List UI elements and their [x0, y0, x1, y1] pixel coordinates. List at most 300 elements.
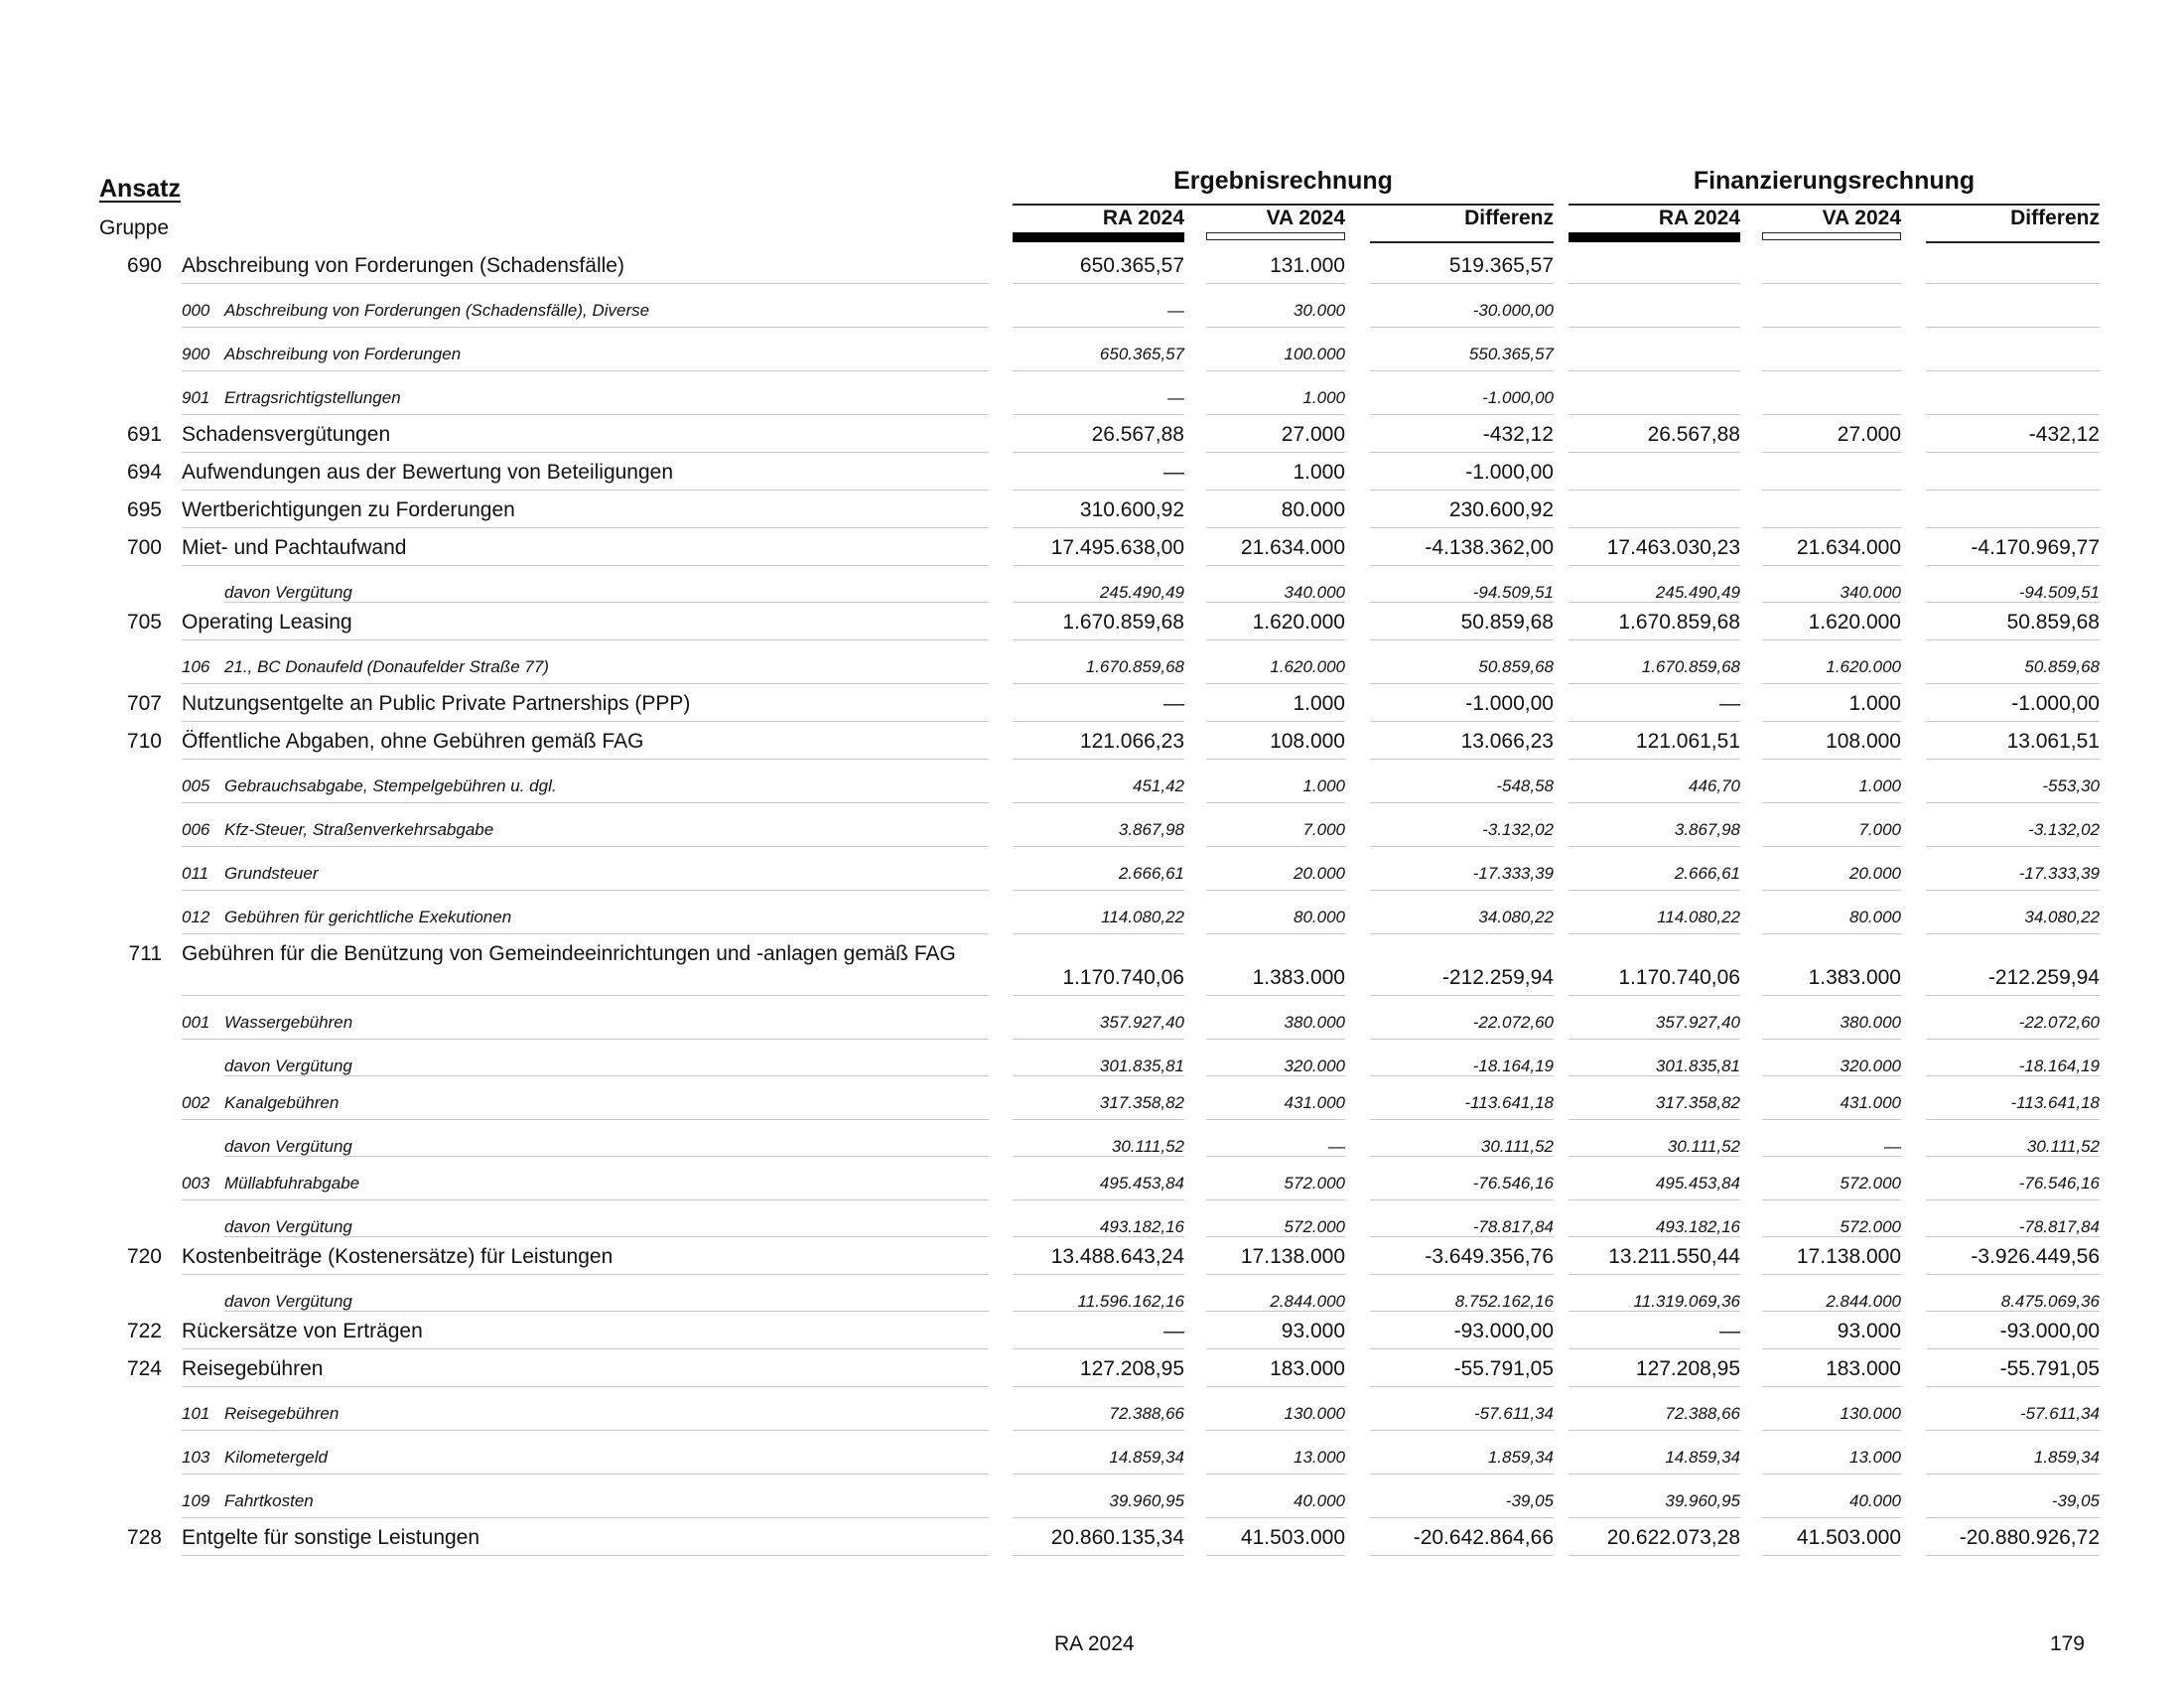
cell-rule: [1926, 1348, 2100, 1349]
cell-rule: [1370, 759, 1554, 760]
cell-rule: [1370, 995, 1554, 996]
cell-value: 493.182,16: [1655, 1217, 1740, 1236]
cell-rule: [1762, 933, 1901, 934]
cell-value: 39.960,95: [1665, 1491, 1740, 1510]
cell-rule: [1926, 759, 2100, 760]
sub-row-label: Fahrtkosten: [224, 1491, 314, 1510]
cell-value: -1.000,00: [1465, 692, 1554, 715]
cell-value: -3.132,02: [2028, 820, 2100, 839]
cell-rule: [1013, 1311, 1184, 1312]
cell-value: -55.791,05: [1999, 1357, 2100, 1380]
cell-value: 21.634.000: [1240, 536, 1345, 559]
cell-rule: [1762, 370, 1901, 371]
sub-row-code: 001: [182, 1013, 210, 1032]
table-row: [0, 492, 2184, 530]
cell-value: 317.358,82: [1655, 1093, 1740, 1112]
row-rule: [182, 721, 989, 722]
cell-rule: [1206, 1199, 1345, 1200]
cell-rule: [1926, 1474, 2100, 1475]
cell-rule: [1569, 452, 1740, 453]
cell-rule: [1762, 1474, 1901, 1475]
cell-value: 21.634.000: [1796, 536, 1901, 559]
cell-rule: [1762, 890, 1901, 891]
cell-rule: [1206, 1311, 1345, 1312]
row-code: 728: [126, 1526, 162, 1549]
row-label: Operating Leasing: [182, 611, 352, 633]
table-row: [0, 1042, 2184, 1078]
davon-label: davon Vergütung: [224, 1056, 352, 1075]
cell-rule: [1013, 490, 1184, 491]
cell-rule: [1206, 565, 1345, 566]
footer-document: RA 2024: [1054, 1632, 1135, 1655]
table-row: [0, 286, 2184, 330]
cell-value: -78.817,84: [1472, 1217, 1554, 1236]
cell-value: -55.791,05: [1453, 1357, 1554, 1380]
cell-rule: [1926, 721, 2100, 722]
table-row: [0, 1122, 2184, 1159]
cell-rule: [1013, 327, 1184, 328]
row-code: 690: [126, 254, 162, 277]
sub-row-code: 012: [182, 908, 210, 926]
davon-label: davon Vergütung: [224, 1217, 352, 1236]
cell-value: —: [1163, 692, 1184, 715]
cell-rule: [1926, 1555, 2100, 1556]
sub-row-label: Abschreibung von Forderungen (Schadensfälle), Diverse: [224, 301, 650, 320]
cell-value: 72.388,66: [1109, 1404, 1184, 1423]
cell-rule: [1370, 1199, 1554, 1200]
cell-value: 230.600,92: [1448, 498, 1554, 521]
cell-rule: [1370, 527, 1554, 528]
row-rule: [182, 639, 989, 640]
cell-rule: [1206, 1274, 1345, 1275]
table-row: [0, 762, 2184, 805]
cell-value: 20.000: [1849, 864, 1901, 883]
sub-row-label: 21., BC Donaufeld (Donaufelder Straße 77): [224, 657, 549, 676]
cell-value: 8.752.162,16: [1454, 1292, 1554, 1311]
cell-rule: [1206, 1236, 1345, 1237]
row-code: 700: [126, 536, 162, 559]
cell-value: -3.649.356,76: [1425, 1245, 1554, 1268]
cell-rule: [1370, 370, 1554, 371]
row-rule: [182, 1039, 989, 1040]
cell-value: 127.208,95: [1079, 1357, 1184, 1380]
cell-rule: [1762, 1274, 1901, 1275]
cell-value: 108.000: [1270, 730, 1345, 753]
sub-row-label: Kfz-Steuer, Straßenverkehrsabgabe: [224, 820, 494, 839]
row-label: Miet- und Pachtaufwand: [182, 536, 407, 559]
row-rule: [182, 802, 989, 803]
row-label: Entgelte für sonstige Leistungen: [182, 1526, 480, 1549]
row-rule: [182, 527, 989, 528]
cell-rule: [1926, 527, 2100, 528]
cell-rule: [1762, 721, 1901, 722]
cell-value: 431.000: [1284, 1093, 1345, 1112]
cell-rule: [1762, 1311, 1901, 1312]
cell-value: -432,12: [1482, 423, 1554, 446]
cell-value: 93.000: [1281, 1320, 1345, 1342]
cell-value: -94.509,51: [2018, 583, 2100, 602]
cell-rule: [1762, 1430, 1901, 1431]
cell-value: 2.666,61: [1674, 864, 1740, 883]
cell-value: 11.596.162,16: [1077, 1292, 1184, 1311]
cell-rule: [1926, 933, 2100, 934]
cell-value: 39.960,95: [1109, 1491, 1184, 1510]
diff-rule-finanz: [1926, 241, 2100, 243]
cell-rule: [1569, 1555, 1740, 1556]
sub-row-label: Reisegebühren: [224, 1404, 340, 1423]
cell-rule: [1569, 565, 1740, 566]
cell-rule: [1569, 1348, 1740, 1349]
cell-rule: [1013, 602, 1184, 603]
cell-value: -76.546,16: [1472, 1174, 1554, 1193]
cell-value: 50.859,68: [1460, 611, 1554, 633]
cell-value: 13.000: [1294, 1448, 1345, 1467]
cell-rule: [1569, 995, 1740, 996]
cell-value: 320.000: [1840, 1056, 1901, 1075]
row-code: 710: [126, 730, 162, 753]
cell-rule: [1013, 1348, 1184, 1349]
cell-rule: [1370, 721, 1554, 722]
cell-value: -113.641,18: [1464, 1093, 1554, 1112]
sub-row-label: Müllabfuhrabgabe: [224, 1174, 360, 1193]
sub-row-code: 106: [182, 657, 210, 676]
row-code: 691: [126, 423, 162, 446]
table-row: [0, 1351, 2184, 1389]
cell-value: 380.000: [1284, 1013, 1345, 1032]
cell-rule: [1013, 1430, 1184, 1431]
cell-rule: [1013, 1199, 1184, 1200]
cell-value: -20.880.926,72: [1959, 1526, 2100, 1549]
row-rule: [224, 1311, 989, 1312]
cell-rule: [1762, 1119, 1901, 1120]
cell-rule: [1013, 933, 1184, 934]
cell-rule: [1370, 1348, 1554, 1349]
cell-value: -3.132,02: [1482, 820, 1554, 839]
cell-value: —: [1719, 692, 1740, 715]
cell-value: -548,58: [1496, 776, 1554, 795]
sub-row-label: Ertragsrichtigstellungen: [224, 388, 401, 407]
cell-rule: [1370, 846, 1554, 847]
cell-value: 1.670.859,68: [1618, 611, 1740, 633]
cell-value: 17.495.638,00: [1050, 536, 1184, 559]
cell-value: 131.000: [1270, 254, 1345, 277]
row-rule: [182, 1430, 989, 1431]
cell-value: 1.000: [1858, 776, 1901, 795]
cell-value: 40.000: [1849, 1491, 1901, 1510]
cell-value: 14.859,34: [1665, 1448, 1740, 1467]
cell-value: -17.333,39: [1472, 864, 1554, 883]
cell-rule: [1013, 1119, 1184, 1120]
row-rule: [182, 683, 989, 684]
cell-value: 380.000: [1840, 1013, 1901, 1032]
cell-value: -18.164,19: [1472, 1056, 1554, 1075]
cell-rule: [1926, 639, 2100, 640]
diff-rule-ergebnis: [1370, 241, 1554, 243]
cell-value: 26.567,88: [1091, 423, 1184, 446]
cell-rule: [1206, 283, 1345, 284]
cell-value: 1.859,34: [1487, 1448, 1554, 1467]
row-code: 694: [126, 461, 162, 484]
cell-rule: [1569, 1199, 1740, 1200]
cell-value: 1.170.740,06: [1062, 966, 1184, 989]
row-rule: [182, 370, 989, 371]
cell-value: -39,05: [1505, 1491, 1554, 1510]
cell-value: -93.000,00: [1999, 1320, 2100, 1342]
ra-bar-finanz: [1569, 232, 1740, 242]
cell-value: 14.859,34: [1109, 1448, 1184, 1467]
cell-rule: [1013, 1075, 1184, 1076]
cell-value: -93.000,00: [1453, 1320, 1554, 1342]
cell-value: -553,30: [2042, 776, 2100, 795]
cell-rule: [1370, 565, 1554, 566]
cell-rule: [1762, 995, 1901, 996]
cell-rule: [1206, 1075, 1345, 1076]
cell-value: 7.000: [1858, 820, 1901, 839]
row-label: Kostenbeiträge (Kostenersätze) für Leistungen: [182, 1245, 614, 1268]
table-row: [0, 530, 2184, 568]
section-finanz-rule: [1569, 204, 2100, 206]
cell-value: 1.000: [1302, 388, 1345, 407]
cell-rule: [1013, 414, 1184, 415]
cell-rule: [1370, 1311, 1554, 1312]
cell-value: 1.670.859,68: [1085, 657, 1184, 676]
row-rule: [182, 846, 989, 847]
cell-value: 2.844.000: [1270, 1292, 1345, 1311]
table-row: [0, 605, 2184, 642]
row-code: 722: [126, 1320, 162, 1342]
row-code: 695: [126, 498, 162, 521]
table-row: [0, 1239, 2184, 1277]
col-ergebnis-va: VA 2024: [1266, 207, 1345, 229]
cell-value: 1.670.859,68: [1641, 657, 1740, 676]
cell-value: 1.000: [1293, 461, 1345, 484]
cell-rule: [1762, 1199, 1901, 1200]
row-label: Nutzungsentgelte an Public Private Partnerships (PPP): [182, 692, 691, 715]
cell-value: 30.111,52: [2026, 1137, 2100, 1156]
sub-row-code: 002: [182, 1093, 210, 1112]
cell-value: 20.622.073,28: [1606, 1526, 1740, 1549]
cell-rule: [1926, 683, 2100, 684]
sub-row-label: Gebrauchsabgabe, Stempelgebühren u. dgl.: [224, 776, 557, 795]
cell-rule: [1926, 1274, 2100, 1275]
cell-value: 495.453,84: [1655, 1174, 1740, 1193]
cell-rule: [1206, 1430, 1345, 1431]
cell-value: -4.170.969,77: [1971, 536, 2100, 559]
cell-rule: [1926, 327, 2100, 328]
sub-row-code: 003: [182, 1174, 210, 1193]
row-rule: [182, 565, 989, 566]
cell-rule: [1762, 759, 1901, 760]
cell-value: 340.000: [1284, 583, 1345, 602]
sub-row-label: Wassergebühren: [224, 1013, 353, 1032]
row-rule: [182, 1274, 989, 1275]
cell-value: -22.072,60: [1472, 1013, 1554, 1032]
cell-value: 2.666,61: [1118, 864, 1184, 883]
cell-rule: [1013, 1474, 1184, 1475]
row-label: Abschreibung von Forderungen (Schadensfälle): [182, 254, 624, 277]
table-row: [0, 686, 2184, 724]
cell-rule: [1762, 1075, 1901, 1076]
cell-rule: [1013, 1386, 1184, 1387]
ansatz-heading: Ansatz: [99, 175, 181, 203]
section-finanzierungsrechnung: Finanzierungsrechnung: [1693, 167, 1976, 195]
cell-rule: [1762, 639, 1901, 640]
cell-rule: [1569, 370, 1740, 371]
cell-rule: [1569, 1236, 1740, 1237]
cell-value: -57.611,34: [2019, 1404, 2100, 1423]
cell-rule: [1370, 1119, 1554, 1120]
cell-rule: [1762, 565, 1901, 566]
row-rule: [182, 1119, 989, 1120]
cell-value: 30.111,52: [1111, 1137, 1184, 1156]
cell-rule: [1762, 1348, 1901, 1349]
cell-value: 493.182,16: [1099, 1217, 1184, 1236]
cell-value: —: [1719, 1320, 1740, 1342]
va-bar-finanz: [1762, 232, 1901, 240]
cell-rule: [1926, 890, 2100, 891]
cell-rule: [1926, 1199, 2100, 1200]
cell-value: 11.319.069,36: [1633, 1292, 1740, 1311]
cell-value: -57.611,34: [1473, 1404, 1554, 1423]
cell-rule: [1013, 370, 1184, 371]
cell-value: 27.000: [1837, 423, 1901, 446]
cell-rule: [1569, 283, 1740, 284]
table-row: [0, 1520, 2184, 1558]
table-row: [0, 1433, 2184, 1477]
sub-row-label: Grundsteuer: [224, 864, 319, 883]
cell-rule: [1762, 1236, 1901, 1237]
table-row: [0, 724, 2184, 762]
cell-value: 130.000: [1284, 1404, 1345, 1423]
table-row: [0, 568, 2184, 605]
davon-label: davon Vergütung: [224, 1137, 352, 1156]
row-code: 705: [126, 611, 162, 633]
col-ergebnis-diff: Differenz: [1464, 207, 1554, 229]
cell-rule: [1370, 327, 1554, 328]
row-rule: [224, 602, 989, 603]
sub-row-label: Abschreibung von Forderungen: [224, 345, 462, 363]
cell-value: 3.867,98: [1674, 820, 1740, 839]
cell-value: 550.365,57: [1468, 345, 1554, 363]
cell-rule: [1926, 995, 2100, 996]
sub-row-code: 005: [182, 776, 210, 795]
cell-value: 340.000: [1840, 583, 1901, 602]
cell-rule: [1013, 890, 1184, 891]
cell-rule: [1370, 1156, 1554, 1157]
row-rule: [182, 1199, 989, 1200]
cell-rule: [1762, 1156, 1901, 1157]
cell-rule: [1206, 1555, 1345, 1556]
page-number: 179: [2049, 1632, 2085, 1655]
cell-value: 3.867,98: [1118, 820, 1184, 839]
cell-value: 13.066,23: [1460, 730, 1554, 753]
cell-value: -22.072,60: [2018, 1013, 2100, 1032]
cell-value: 7.000: [1302, 820, 1345, 839]
cell-value: 30.111,52: [1667, 1137, 1740, 1156]
cell-rule: [1926, 370, 2100, 371]
cell-rule: [1569, 1156, 1740, 1157]
cell-value: 41.503.000: [1796, 1526, 1901, 1549]
cell-value: 301.835,81: [1655, 1056, 1740, 1075]
cell-rule: [1370, 639, 1554, 640]
cell-value: 127.208,95: [1635, 1357, 1740, 1380]
cell-rule: [1206, 1386, 1345, 1387]
cell-rule: [1013, 683, 1184, 684]
cell-rule: [1569, 490, 1740, 491]
cell-rule: [1206, 414, 1345, 415]
cell-rule: [1370, 1274, 1554, 1275]
cell-rule: [1926, 846, 2100, 847]
cell-rule: [1569, 890, 1740, 891]
cell-value: 317.358,82: [1099, 1093, 1184, 1112]
cell-value: 572.000: [1840, 1217, 1901, 1236]
sub-row-label: Gebühren für gerichtliche Exekutionen: [224, 908, 512, 926]
cell-rule: [1013, 802, 1184, 803]
cell-rule: [1926, 565, 2100, 566]
row-rule: [182, 1348, 989, 1349]
cell-value: 20.860.135,34: [1050, 1526, 1184, 1549]
cell-rule: [1762, 846, 1901, 847]
cell-value: 1.620.000: [1270, 657, 1345, 676]
cell-rule: [1926, 452, 2100, 453]
cell-rule: [1370, 1555, 1554, 1556]
cell-value: 1.000: [1848, 692, 1901, 715]
cell-rule: [1569, 846, 1740, 847]
cell-rule: [1013, 1236, 1184, 1237]
gruppe-heading: Gruppe: [99, 216, 170, 239]
cell-rule: [1926, 1386, 2100, 1387]
sub-row-code: 101: [182, 1404, 210, 1423]
table-row: [0, 1078, 2184, 1122]
sub-row-code: 901: [182, 388, 210, 407]
table-row: [0, 330, 2184, 373]
cell-rule: [1569, 1517, 1740, 1518]
cell-rule: [1762, 602, 1901, 603]
cell-rule: [1569, 1430, 1740, 1431]
table-row: [0, 1277, 2184, 1314]
cell-value: -1.000,00: [1465, 461, 1554, 484]
table-row: [0, 642, 2184, 686]
cell-rule: [1206, 370, 1345, 371]
cell-value: 2.844.000: [1826, 1292, 1901, 1311]
cell-value: 80.000: [1294, 908, 1345, 926]
cell-value: 519.365,57: [1448, 254, 1554, 277]
cell-value: 572.000: [1840, 1174, 1901, 1193]
table-row: [0, 417, 2184, 455]
cell-value: 357.927,40: [1099, 1013, 1184, 1032]
cell-value: -76.546,16: [2018, 1174, 2100, 1193]
cell-rule: [1206, 995, 1345, 996]
cell-value: 17.463.030,23: [1606, 536, 1740, 559]
row-rule: [182, 1517, 989, 1518]
cell-rule: [1926, 1236, 2100, 1237]
cell-value: 1.170.740,06: [1618, 966, 1740, 989]
cell-rule: [1926, 283, 2100, 284]
table-row: [0, 1477, 2184, 1520]
cell-rule: [1569, 1474, 1740, 1475]
table-row: [0, 373, 2184, 417]
cell-rule: [1762, 1517, 1901, 1518]
cell-rule: [1569, 1274, 1740, 1275]
cell-rule: [1206, 327, 1345, 328]
cell-value: 8.475.069,36: [2000, 1292, 2100, 1311]
cell-rule: [1013, 721, 1184, 722]
cell-rule: [1569, 1311, 1740, 1312]
sub-row-label: Kanalgebühren: [224, 1093, 340, 1112]
cell-value: 40.000: [1294, 1491, 1345, 1510]
cell-rule: [1569, 602, 1740, 603]
cell-rule: [1206, 490, 1345, 491]
